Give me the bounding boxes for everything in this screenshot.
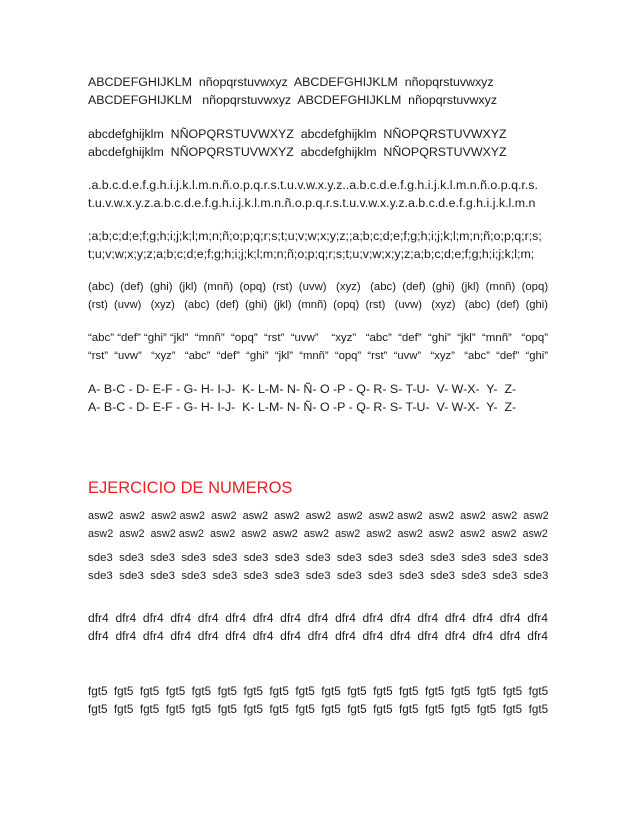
fgt5-line-2: fgt5 fgt5 fgt5 fgt5 fgt5 fgt5 fgt5 fgt5 fgt5 fgt5 fgt5 fgt5 fgt5 fgt5 fgt5 fgt5 fgt5 fgt5 bbox=[88, 703, 549, 716]
fgt5-line-1: fgt5 fgt5 fgt5 fgt5 fgt5 fgt5 fgt5 fgt5 fgt5 fgt5 fgt5 fgt5 fgt5 fgt5 fgt5 fgt5 fgt5 fgt5 bbox=[88, 685, 549, 698]
asw2-line-2: asw2 asw2 asw2 asw2 asw2 asw2 asw2 asw2 asw2 asw2 asw2 asw2 asw2 asw2 asw2 bbox=[88, 528, 548, 540]
asw2-line-1: asw2 asw2 asw2 asw2 asw2 asw2 asw2 asw2 asw2 asw2 asw2 asw2 asw2 asw2 asw2 bbox=[88, 510, 549, 522]
dfr4-line-1: dfr4 dfr4 dfr4 dfr4 dfr4 dfr4 dfr4 dfr4 dfr4 dfr4 dfr4 dfr4 dfr4 dfr4 dfr4 dfr4 dfr4 bbox=[88, 611, 548, 625]
semicolons-line-2: t;u;v;w;x;y;z;a;b;c;d;e;f;g;h;i;j;k;l;m;n;ñ;o;p;q;r;s;t;u;v;w;x;y;z;a;b;c;d;e;f;g;h;i;j;k;l;m; bbox=[88, 247, 535, 261]
dashes-line-2: A- B-C - D- E-F - G- H- I-J- K- L-M- N- Ñ- O -P - Q- R- S- T-U- V- W-X- Y- Z- bbox=[88, 400, 517, 414]
sde3-line-1: sde3 sde3 sde3 sde3 sde3 sde3 sde3 sde3 sde3 sde3 sde3 sde3 sde3 sde3 sde3 bbox=[88, 552, 549, 564]
dashes-line-1: A- B-C - D- E-F - G- H- I-J- K- L-M- N- Ñ- O -P - Q- R- S- T-U- V- W-X- Y- Z- bbox=[88, 382, 517, 396]
letters-lower-line-2: abcdefghijklm NÑOPQRSTUVWXYZ abcdefghijklm NÑOPQRSTUVWXYZ bbox=[88, 145, 507, 159]
dots-line-2: t.u.v.w.x.y.z.a.b.c.d.e.f.g.h.i.j.k.l.m.n.ñ.o.p.q.r.s.t.u.v.w.x.y.z.a.b.c.d.e.f.g.h.i.j.k.l.m.n bbox=[88, 196, 536, 210]
letters-lower-line-1: abcdefghijklm NÑOPQRSTUVWXYZ abcdefghijklm NÑOPQRSTUVWXYZ bbox=[88, 127, 507, 141]
parens-line-2: (rst) (uvw) (xyz) (abc) (def) (ghi) (jkl) (mnñ) (opq) (rst) (uvw) (xyz) (abc) (def) (ghi) bbox=[88, 299, 548, 311]
letters-upper-line-1: ABCDEFGHIJKLM nñopqrstuvwxyz ABCDEFGHIJKLM nñopqrstuvwxyz bbox=[88, 75, 494, 89]
parens-line-1: (abc) (def) (ghi) (jkl) (mnñ) (opq) (rst) (uvw) (xyz) (abc) (def) (ghi) (jkl) (mnñ) (opq) bbox=[88, 281, 549, 293]
dots-line-1: .a.b.c.d.e.f.g.h.i.j.k.l.m.n.ñ.o.p.q.r.s.t.u.v.w.x.y.z..a.b.c.d.e.f.g.h.i.j.k.l.m.n.ñ.o.p.q.r.s. bbox=[88, 178, 538, 192]
quotes-line-1: “abc” “def” “ghi” “jkl” “mnñ” “opq” “rst” “uvw” “xyz” “abc” “def” “ghi” “jkl” “mnñ” “opq” bbox=[88, 332, 549, 344]
quotes-line-2: “rst” “uvw” “xyz” “abc” “def” “ghi” “jkl” “mnñ” “opq” “rst” “uvw” “xyz” “abc” “def” “ghi” bbox=[88, 350, 549, 362]
semicolons-line-1: ;a;b;c;d;e;f;g;h;i;j;k;l;m;n;ñ;o;p;q;r;s;t;u;v;w;x;y;z;;a;b;c;d;e;f;g;h;i;j;k;l;m;n;ñ;o;p;q;r;s; bbox=[88, 229, 542, 243]
section-heading: EJERCICIO DE NUMEROS bbox=[88, 479, 293, 497]
dfr4-line-2: dfr4 dfr4 dfr4 dfr4 dfr4 dfr4 dfr4 dfr4 dfr4 dfr4 dfr4 dfr4 dfr4 dfr4 dfr4 dfr4 dfr4 bbox=[88, 629, 548, 643]
letters-upper-line-2: ABCDEFGHIJKLM nñopqrstuvwxyz ABCDEFGHIJKLM nñopqrstuvwxyz bbox=[88, 93, 498, 107]
sde3-line-2: sde3 sde3 sde3 sde3 sde3 sde3 sde3 sde3 sde3 sde3 sde3 sde3 sde3 sde3 sde3 bbox=[88, 570, 549, 582]
